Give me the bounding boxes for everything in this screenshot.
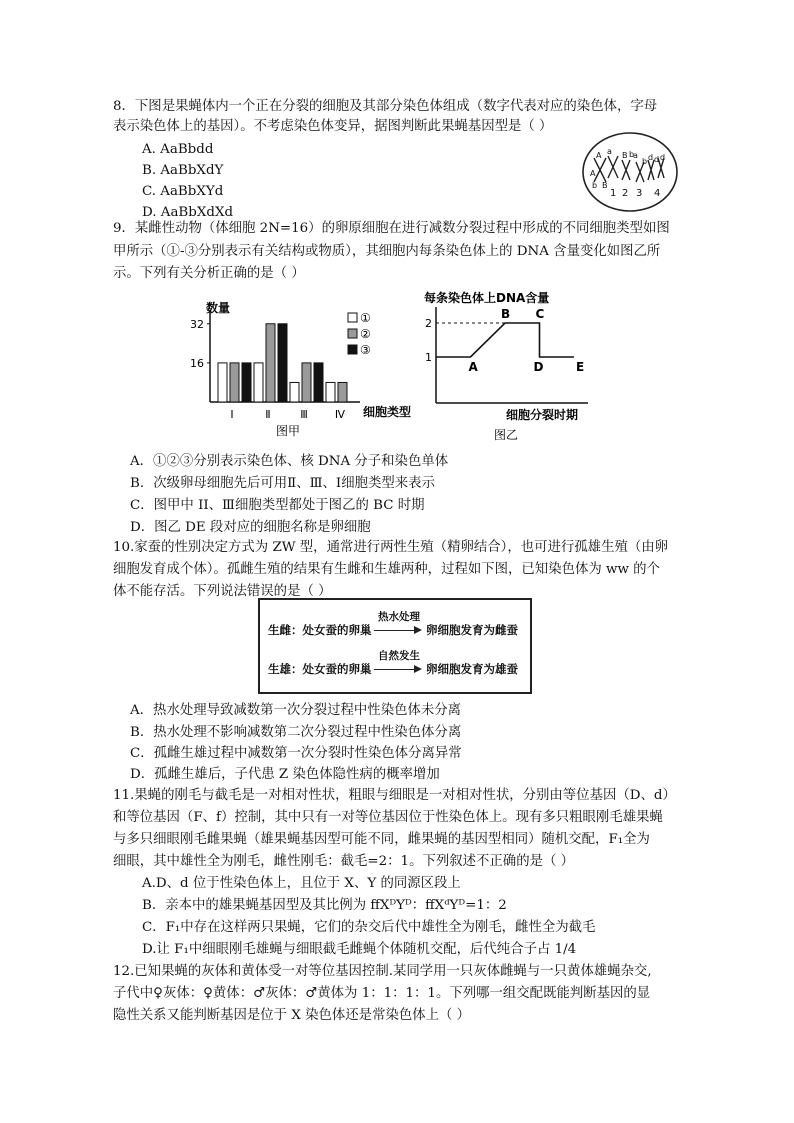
q10-stem-line2: 细胞发育成个体）。孤雌生殖的结果有生雌和生雄两种，过程如下图，已知染色体为 ww 的个: [113, 562, 660, 577]
row1-arrow-label: 热水处理: [378, 611, 420, 623]
gene-label: b: [629, 150, 635, 159]
q8-option-c: C. AaBbXYd: [142, 184, 224, 199]
q11-stem-line3: 与多只细眼刚毛雌果蝇（雄果蝇基因型可能不同，雌果蝇的基因型相同）随机交配，F₁全为: [113, 832, 650, 847]
legend-swatch: [348, 329, 357, 338]
legend-label: ②: [360, 327, 371, 341]
q8-option-d: D. AaBbXdXd: [142, 205, 234, 220]
q8-stem-line2: 表示染色体上的基因）。不考虑染色体变异，据图判断此果蝇基因型是（ ）: [113, 119, 553, 134]
row1-right: 卵细胞发育为雌蚕: [426, 623, 518, 637]
chromosome-number: 4: [654, 188, 661, 199]
x-tick-label: Ⅱ: [265, 408, 271, 421]
legend-swatch: [348, 313, 357, 322]
gene-label: b: [642, 157, 648, 166]
point-label-A: A: [468, 360, 478, 374]
bar-②: [266, 324, 275, 402]
q9-option-a: A．①②③分别表示染色体、核 DNA 分子和染色单体: [130, 454, 449, 469]
q12-stem-line2: 子代中♀灰体：♀黄体：♂灰体：♂黄体为 1：1：1：1。下列哪一组交配既能判断基因的显: [113, 986, 651, 1001]
q10-option-b: B．热水处理不影响减数第二次分裂过程中性染色体分离: [130, 725, 462, 740]
q10-option-c: C．孤雌生雄过程中减数第一次分裂时性染色体分离异常: [130, 746, 462, 761]
row2-left: 生雄：处女蚕的卵巢: [268, 662, 372, 676]
chart-title: 图乙: [494, 428, 519, 442]
gene-label: d: [648, 153, 654, 162]
q8-option-b: B. AaBbXdY: [142, 163, 224, 178]
bar-③: [278, 324, 287, 402]
chromosome-number: 1: [610, 188, 617, 199]
legend-label: ③: [360, 343, 371, 357]
q11-option-c: C．F₁中存在这样两只果蝇，它们的杂交后代中雄性全为刚毛，雌性全为截毛: [142, 920, 596, 935]
gene-label: d: [660, 153, 666, 162]
bar-③: [242, 363, 251, 402]
q11-option-a: A.D、d 位于性染色体上，且位于 X、Y 的同源区段上: [142, 876, 461, 891]
bar-②: [338, 382, 347, 402]
y-tick-label: 32: [190, 317, 204, 331]
y-tick-label: 2: [425, 317, 432, 330]
bar-①: [254, 363, 263, 402]
row1-arrow: [374, 630, 420, 631]
y-tick-label: 16: [190, 356, 204, 370]
gene-label: B: [622, 151, 628, 160]
q8-option-a: A. AaBbdd: [142, 142, 214, 157]
y-axis-label: 数量: [206, 301, 231, 315]
q9-option-d: D．图乙 DE 段对应的细胞名称是卵细胞: [130, 520, 371, 535]
gene-label: A: [590, 169, 596, 178]
chromosome-number: 3: [636, 188, 643, 199]
point-label-B: B: [501, 307, 511, 321]
figure-yi-line-chart: [420, 287, 610, 445]
q12-stem-line3: 隐性关系又能判断基因是位于 X 染色体还是常染色体上（ ）: [113, 1008, 471, 1023]
x-tick-label: Ⅳ: [334, 408, 346, 421]
point-label-E: E: [576, 360, 585, 374]
q8-stem-line1: 8．下图是果蝇体内一个正在分裂的细胞及其部分染色体组成（数字代表对应的染色体，字母: [113, 99, 658, 114]
q9-option-c: C．图甲中 II、Ⅲ细胞类型都处于图乙的 BC 时期: [130, 498, 425, 513]
bar-②: [302, 363, 311, 402]
q9-stem-line1: 9．某雌性动物（体细胞 2N=16）的卵原细胞在进行减数分裂过程中形成的不同细胞类型如图: [113, 221, 670, 236]
gene-label: d: [654, 155, 660, 164]
q9-option-b: B．次级卵母细胞先后可用Ⅱ、Ⅲ、Ⅰ细胞类型来表示: [130, 476, 435, 491]
x-axis-label: 细胞类型: [363, 405, 412, 419]
row2-right: 卵细胞发育为雄蚕: [426, 662, 518, 676]
q10-option-d: D．孤雌生雄后，子代患 Z 染色体隐性病的概率增加: [130, 767, 440, 782]
gene-label: a: [607, 147, 612, 156]
bar-①: [290, 382, 299, 402]
figure-jia-bar-chart: [188, 292, 428, 442]
legend-swatch: [348, 345, 357, 354]
q8-cell-figure: [580, 130, 680, 214]
gene-label: b: [592, 181, 598, 190]
q11-stem-line4: 细眼，其中雄性全为刚毛，雌性刚毛：截毛=2：1。下列叙述不正确的是（ ）: [113, 854, 575, 869]
x-axis-label: 细胞分裂时期: [506, 408, 579, 422]
bar-①: [218, 363, 227, 402]
q10-option-a: A．热水处理导致减数第一次分裂过程中性染色体未分离: [130, 703, 462, 718]
bar-③: [314, 363, 323, 402]
q10-stem-line3: 体不能存活。下列说法错误的是（ ）: [113, 584, 332, 599]
gene-label: B: [602, 181, 608, 190]
q11-option-b: B．亲本中的雄果蝇基因型及其比例为 ffXᴰYᴰ：ffXᵈYᴰ=1：2: [142, 898, 507, 913]
gene-label: a: [633, 151, 638, 160]
bar-①: [326, 382, 335, 402]
row1-left: 生雌：处女蚕的卵巢: [268, 623, 372, 637]
q11-stem-line1: 11.果蝇的刚毛与截毛是一对相对性状，粗眼与细眼是一对相对性状，分别由等位基因（D、d）: [113, 788, 676, 803]
x-tick-label: Ⅲ: [300, 408, 308, 421]
point-label-D: D: [533, 360, 544, 374]
q9-stem-line3: 示。下列有关分析正确的是（ ）: [113, 266, 305, 281]
y-tick-label: 1: [425, 351, 432, 364]
q11-stem-line2: 和等位基因（F、f）控制，其中只有一对等位基因位于性染色体上。现有多只粗眼刚毛雄果蝇: [113, 810, 663, 825]
x-tick-label: Ⅰ: [230, 408, 234, 421]
q10-stem-line1: 10.家蚕的性别决定方式为 ZW 型，通常进行两性生殖（精卵结合），也可进行孤雄生殖（由卵: [113, 540, 669, 555]
q12-stem-line1: 12.已知果蝇的灰体和黄体受一对等位基因控制.某同学用一只灰体雌蝇与一只黄体雄蝇杂交,: [113, 964, 652, 979]
q10-process-diagram: [258, 598, 532, 694]
q9-stem-line2: 甲所示（①-③分别表示有关结构或物质），其细胞内每条染色体上的 DNA 含量变化如图乙所: [113, 244, 661, 259]
dna-content-line: [436, 323, 574, 357]
y-axis-label: 每条染色体上DNA含量: [424, 291, 550, 305]
gene-label: A: [596, 151, 602, 160]
bar-②: [230, 363, 239, 402]
row2-arrow-label: 自然发生: [378, 650, 420, 662]
point-label-C: C: [535, 307, 545, 321]
q11-option-d: D.让 F₁中细眼刚毛雄蝇与细眼截毛雌蝇个体随机交配，后代纯合子占 1/4: [142, 942, 577, 957]
row2-arrow: [374, 669, 420, 670]
chromosome-number: 2: [622, 188, 629, 199]
chart-title: 图甲: [276, 424, 301, 438]
legend-label: ①: [360, 311, 371, 325]
